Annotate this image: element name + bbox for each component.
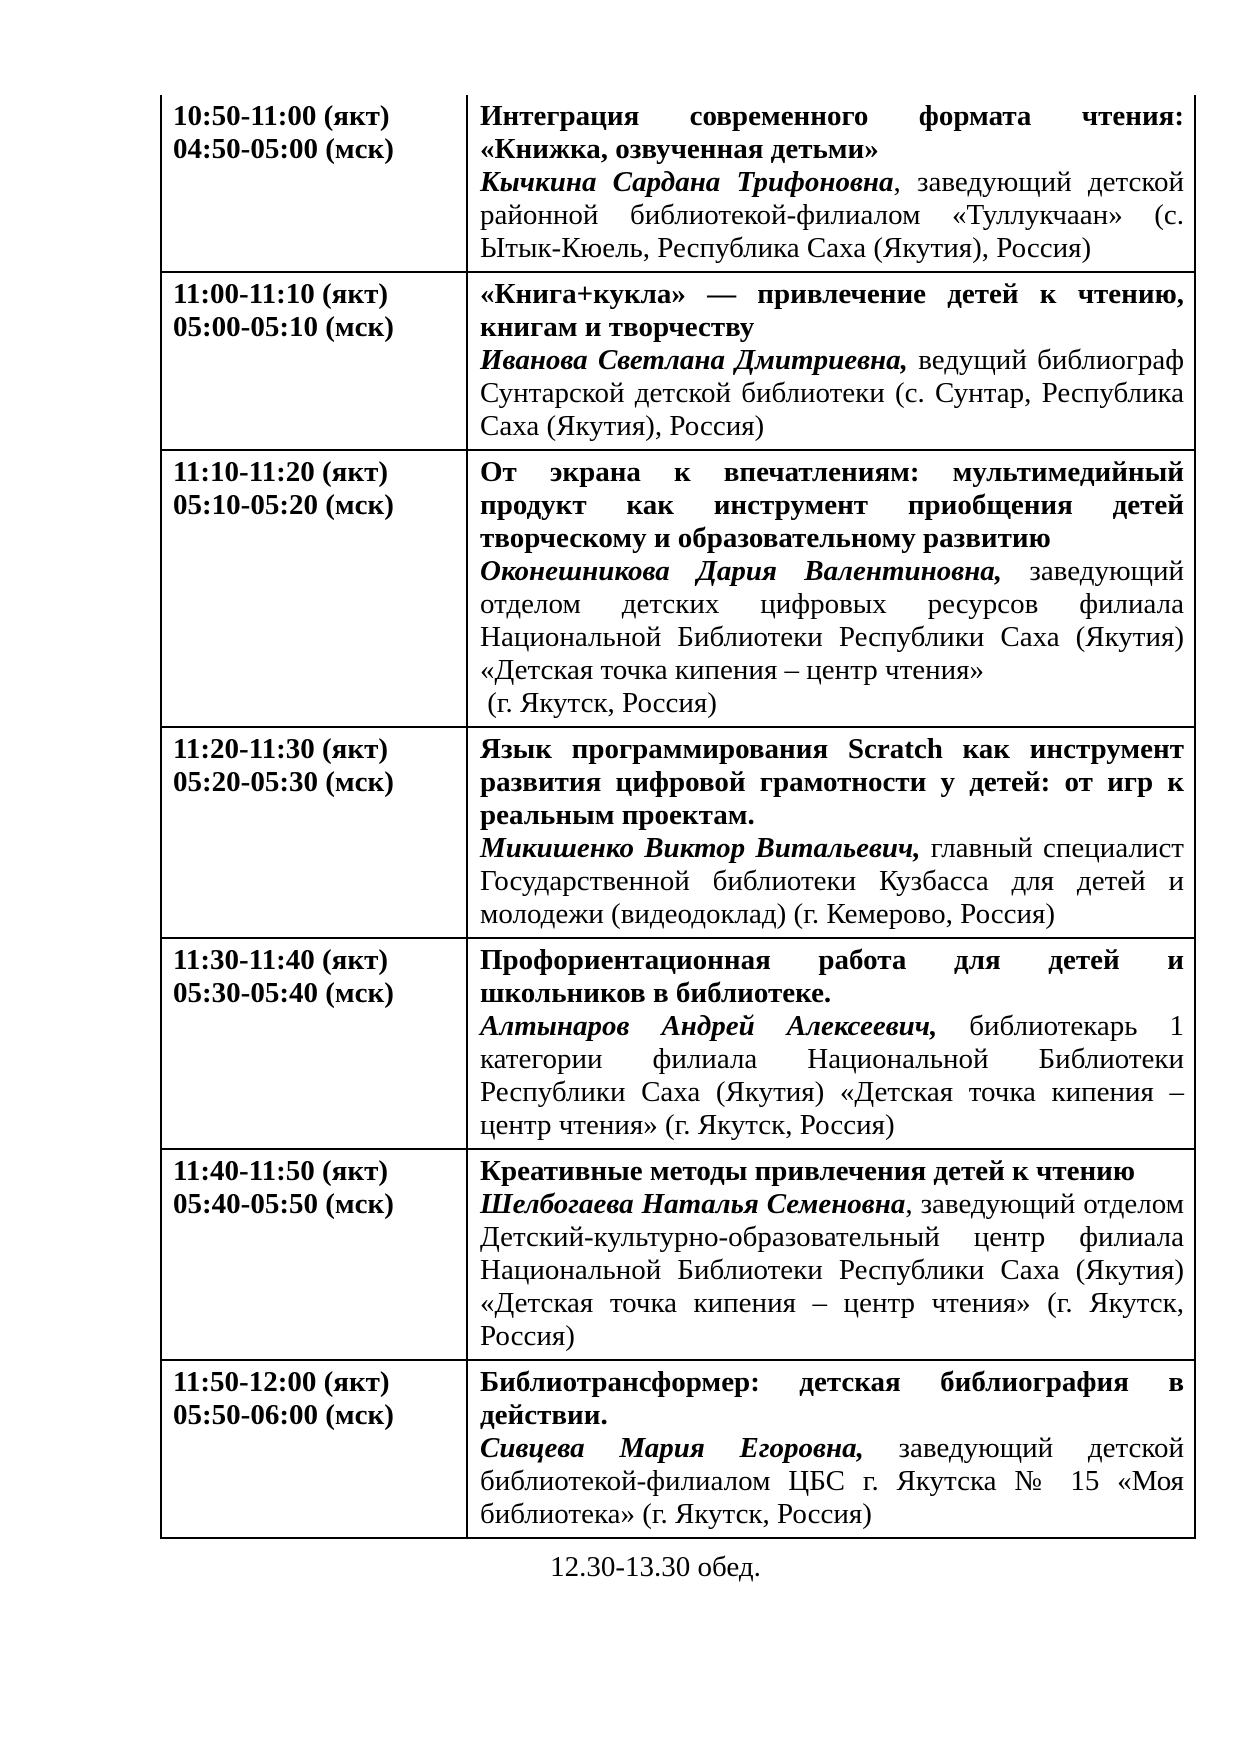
- lunch-break-note: 12.30-13.30 обед.: [550, 1551, 761, 1583]
- session-description-cell: [467, 272, 1195, 450]
- session-description-cell: [467, 95, 1195, 272]
- table-row: [161, 1149, 1195, 1360]
- talk-speaker-info: [480, 166, 1184, 265]
- speaker-details: заведующий детской библиотекой-филиалом ЦБС г. Якутска № 15 «Моя библиотека» (г. Якутск, Россия): [480, 1432, 1184, 1530]
- talk-title: Язык программирования Scratch как инструмент развития цифровой грамотности у детей: от игр к реальным проектам.: [480, 733, 1184, 831]
- time-local: 11:30-11:40 (якт): [173, 944, 388, 976]
- schedule-table: [160, 95, 1196, 1539]
- talk-speaker-info: [480, 832, 1184, 931]
- talk-speaker-info: [480, 1432, 1184, 1531]
- talk-location: (г. Якутск, Россия): [480, 687, 717, 719]
- speaker-name: Иванова Светлана Дмитриевна,: [480, 344, 908, 376]
- speaker-name: Микишенко Виктор Витальевич,: [480, 832, 921, 864]
- session-description-cell: [467, 938, 1195, 1149]
- speaker-name: Сивцева Мария Егоровна,: [480, 1432, 864, 1464]
- time-local: 11:00-11:10 (якт): [173, 278, 388, 310]
- session-time-cell: [161, 272, 467, 450]
- time-local: 11:40-11:50 (якт): [173, 1155, 388, 1187]
- session-description-cell: [467, 1149, 1195, 1360]
- talk-title: Креативные методы привлечения детей к чтению: [480, 1155, 1136, 1187]
- session-description-cell: [467, 1360, 1195, 1538]
- time-msk: 05:00-05:10 (мск): [173, 311, 394, 343]
- session-time-cell: [161, 1149, 467, 1360]
- speaker-details: , заведующий отделом Детский-культурно-образовательный центр филиала Национальной Библиотеки Республики Саха (Якутия) «Детская точка кипения – центр чтения» (г. Якутск, Россия): [480, 1188, 1185, 1352]
- speaker-details: заведующий отделом детских цифровых ресурсов филиала Национальной Библиотеки Республики Саха (Якутия) «Детская точка кипения – центр чтения»: [480, 555, 1184, 686]
- session-time-cell: [161, 938, 467, 1149]
- table-row: [161, 272, 1195, 450]
- talk-title: Интеграция современного формата чтения: «Книжка, озвученная детьми»: [480, 100, 1184, 165]
- speaker-details: главный специалист Государственной библиотеки Кузбасса для детей и молодежи (видеодоклад) (г. Кемерово, Россия): [480, 832, 1184, 930]
- talk-title: Профориентационная работа для детей и школьников в библиотеке.: [480, 944, 1184, 1009]
- speaker-details: ведущий библиограф Сунтарской детской библиотеки (с. Сунтар, Республика Саха (Якутия), Россия): [480, 344, 1184, 442]
- speaker-details: , заведующий детской районной библиотекой-филиалом «Туллукчаан» (с. Ытык-Кюель, Республика Саха (Якутия), Россия): [480, 166, 1185, 264]
- talk-speaker-info: [480, 1188, 1184, 1353]
- time-msk: 05:30-05:40 (мск): [173, 977, 394, 1009]
- talk-title: Библиотрансформер: детская библиография в действии.: [480, 1366, 1184, 1431]
- talk-speaker-info: [480, 1010, 1184, 1142]
- session-time-cell: [161, 727, 467, 938]
- talk-title: От экрана к впечатлениям: мультимедийный продукт как инструмент приобщения детей творческому и образовательному развитию: [480, 456, 1184, 554]
- time-msk: 05:50-06:00 (мск): [173, 1399, 394, 1431]
- session-time-cell: [161, 95, 467, 272]
- speaker-name: Оконешникова Дария Валентиновна,: [480, 555, 1003, 587]
- speaker-details: библиотекарь 1 категории филиала Национальной Библиотеки Республики Саха (Якутия) «Детская точка кипения – центр чтения» (г. Якутск, Россия): [480, 1010, 1184, 1141]
- session-description-cell: [467, 450, 1195, 727]
- table-row: [161, 727, 1195, 938]
- speaker-name: Алтынаров Андрей Алексеевич,: [480, 1010, 938, 1042]
- speaker-name: Кычкина Сардана Трифоновна: [480, 166, 894, 198]
- time-msk: 05:20-05:30 (мск): [173, 766, 394, 798]
- session-time-cell: [161, 450, 467, 727]
- table-row: [161, 1360, 1195, 1538]
- time-msk: 05:40-05:50 (мск): [173, 1188, 394, 1220]
- time-local: 11:10-11:20 (якт): [173, 456, 388, 488]
- time-msk: 04:50-05:00 (мск): [173, 133, 394, 165]
- speaker-name: Шелбогаева Наталья Семеновна: [480, 1188, 906, 1220]
- table-row: [161, 450, 1195, 727]
- session-time-cell: [161, 1360, 467, 1538]
- talk-title: «Книга+кукла» — привлечение детей к чтению, книгам и творчеству: [480, 278, 1184, 343]
- table-row: [161, 938, 1195, 1149]
- time-local: 11:20-11:30 (якт): [173, 733, 388, 765]
- time-msk: 05:10-05:20 (мск): [173, 489, 394, 521]
- time-local: 10:50-11:00 (якт): [173, 100, 390, 132]
- session-description-cell: [467, 727, 1195, 938]
- table-row: [161, 95, 1195, 272]
- talk-speaker-info: [480, 344, 1184, 443]
- talk-speaker-info: [480, 555, 1184, 687]
- time-local: 11:50-12:00 (якт): [173, 1366, 390, 1398]
